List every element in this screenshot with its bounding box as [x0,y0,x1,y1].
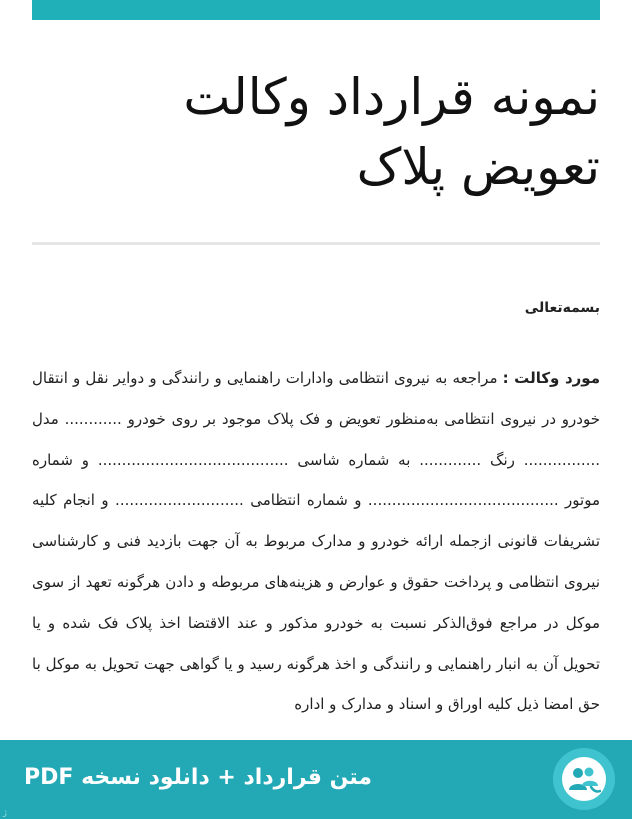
users-icon-glyph [567,764,601,794]
download-banner[interactable] [0,740,632,819]
users-chat-icon[interactable] [553,748,615,810]
article-body [32,290,600,725]
subject-paragraph [32,358,600,725]
page-title: نمونه قرارداد وکالت تعویض پلاک [183,68,600,196]
download-cta-text[interactable]: متن قرارداد + دانلود نسخه PDF [24,765,372,790]
subject-label: مورد وکالت : [502,369,600,387]
icon-inner-circle [562,757,606,801]
corner-mark: ژ [3,808,7,817]
subject-text: مراجعه به نیروی انتظامی وادارات راهنمایی و رانندگی و دوایر نقل و انتقال خودرو در نیروی انتظامی به‌منظور تعویض و فک پلاک موجود بر روی خودرو ............ مدل ................ رنگ ............. به شماره شاسی ........................................ و شماره موتور ........................................ و شماره انتظامی ........................... و انجام کلیه تشریفات قانونی ازجمله ارائه خودرو و مدارک مربوط به آن جهت بازدید فنی و کارشناسی نیروی انتظامی و پرداخت حقوق و عوارض و هزینه‌های مربوطه و دادن هرگونه تعهد از سوی موکل در مراجع فوق‌الذکر نسبت به خودرو مذکور و عند الاقتضا اخذ پلاک فک شده و یا تحویل آن به انبار راهنمایی و رانندگی و اخذ هرگونه رسید و یا گواهی جهت تحویل به موکل با حق امضا ذیل کلیه اوراق و اسناد و مدارک و اداره [32,369,600,714]
title-divider [32,242,600,245]
salutation: بسمه‌تعالی [524,300,600,316]
top-accent-bar [32,0,600,20]
